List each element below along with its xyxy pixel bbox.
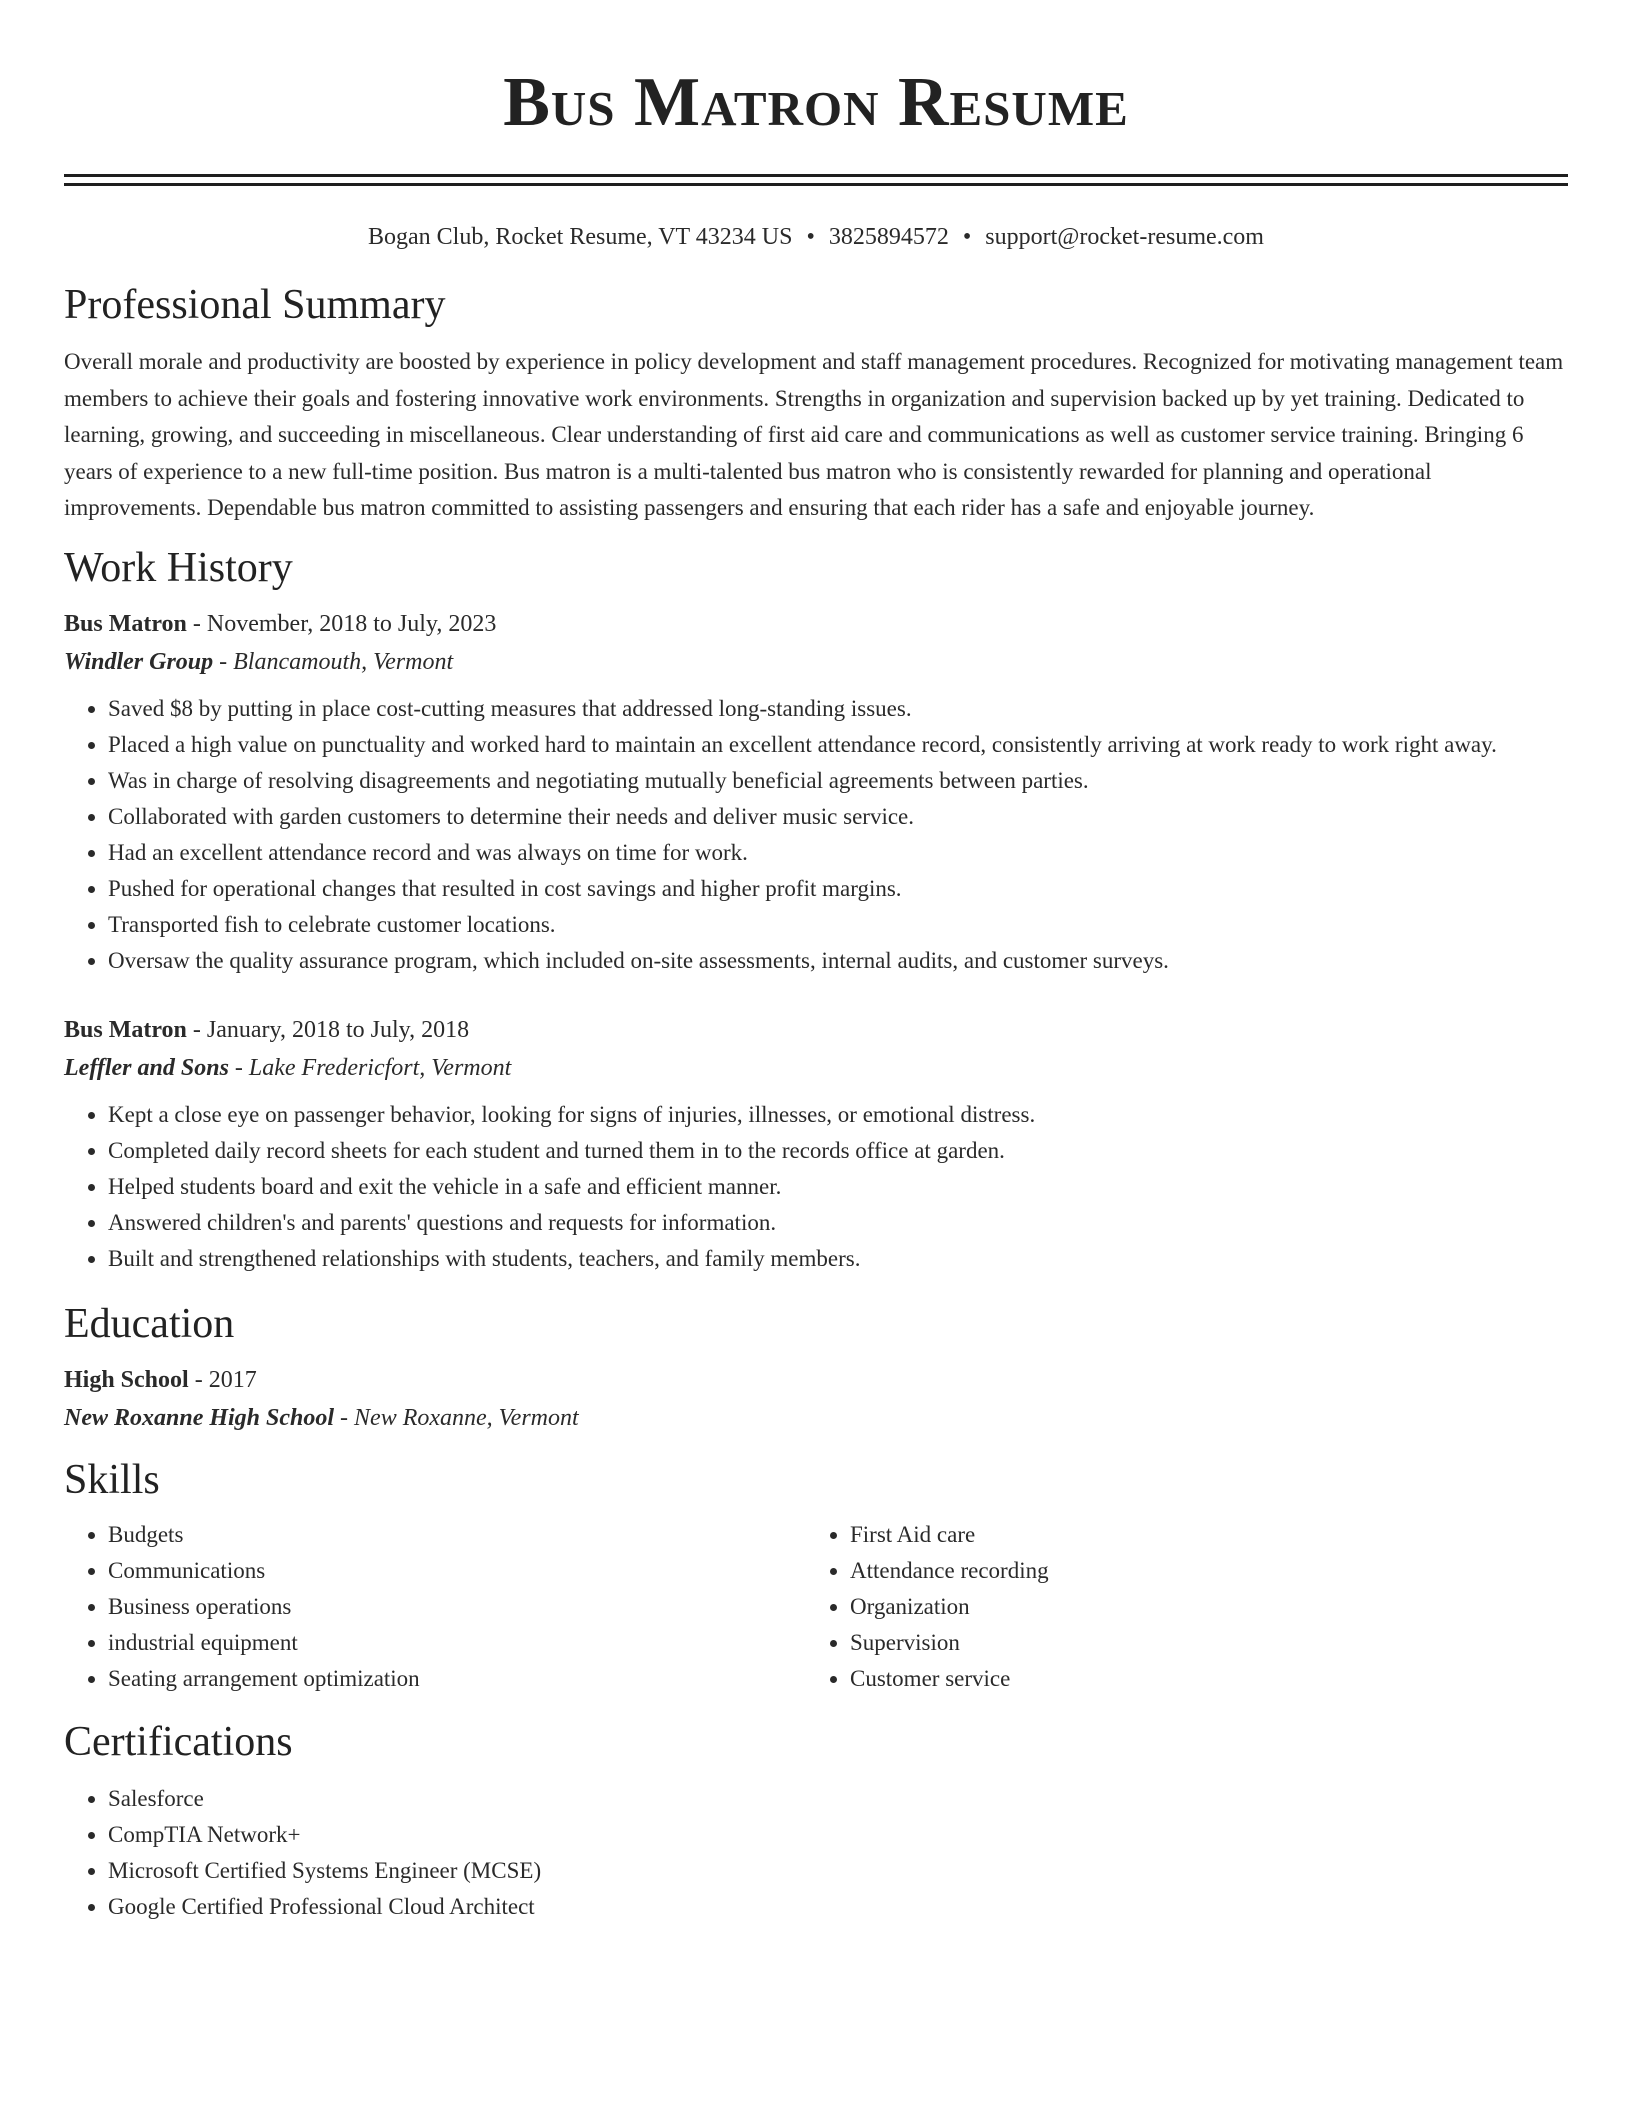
list-item: • Kept a close eye on passenger behavior, looking for signs of injuries, illnesses, or emotional distress. <box>108 1097 1568 1133</box>
skill-item: • Budgets <box>108 1517 806 1553</box>
education-year: - 2017 <box>188 1366 257 1393</box>
contact-email: support@rocket-resume.com <box>985 224 1264 250</box>
contact-separator: • <box>806 224 815 250</box>
job-bullets <box>64 1097 1568 1277</box>
list-item: • Built and strengthened relationships with students, teachers, and family members. <box>108 1241 1568 1277</box>
job-title-line <box>64 605 1568 643</box>
list-item: • Pushed for operational changes that resulted in cost savings and higher profit margins. <box>108 871 1568 907</box>
education-location: - New Roxanne, Vermont <box>334 1404 579 1431</box>
skill-item: • Seating arrangement optimization <box>108 1661 806 1697</box>
list-item: • Was in charge of resolving disagreements and negotiating mutually beneficial agreements between parties. <box>108 763 1568 799</box>
page-title: Bus Matron Resume <box>503 64 1129 141</box>
skill-item: • Organization <box>850 1589 1548 1625</box>
skills-column-left <box>64 1517 806 1697</box>
summary-text: Overall morale and productivity are boosted by experience in policy development and staff management procedures. Recognized for motivating management team members to achieve their goals and fostering innovative work environments. Strengths in organization and supervision backed up by yet training. Dedicated to learning, growing, and succeeding in miscellaneous. Clear understanding of first aid care and communications as well as customer service training. Bringing 6 years of experience to a new full-time position. Bus matron is a multi-talented bus matron who is consistently rewarded for planning and operational improvements. Dependable bus matron committed to assisting passengers and ensuring that each rider has a safe and enjoyable journey. <box>64 349 1564 520</box>
list-item: • Transported fish to celebrate customer locations. <box>108 907 1568 943</box>
skills-heading: Skills <box>64 1456 160 1503</box>
list-item: • Collaborated with garden customers to determine their needs and deliver music service. <box>108 799 1568 835</box>
job-company-line <box>64 1049 1568 1087</box>
skills-left-list <box>64 1517 806 1697</box>
certification-item: • CompTIA Network+ <box>108 1817 1568 1853</box>
skills-column-right <box>806 1517 1548 1697</box>
job-location: - Lake Fredericfort, Vermont <box>228 1054 512 1081</box>
list-item: • Completed daily record sheets for each student and turned them in to the records office at garden. <box>108 1133 1568 1169</box>
job-company: Windler Group <box>64 648 214 675</box>
certifications-list <box>64 1781 1568 1925</box>
skill-item: • industrial equipment <box>108 1625 806 1661</box>
education-entry <box>64 1361 1568 1437</box>
list-item: • Placed a high value on punctuality and worked hard to maintain an excellent attendance record, consistently arriving at work ready to work right away. <box>108 727 1568 763</box>
job-title: Bus Matron <box>64 1016 187 1043</box>
skill-item: • Supervision <box>850 1625 1548 1661</box>
list-item: • Had an excellent attendance record and was always on time for work. <box>108 835 1568 871</box>
certification-item: • Google Certified Professional Cloud Architect <box>108 1889 1568 1925</box>
certification-item: • Microsoft Certified Systems Engineer (MCSE) <box>108 1853 1568 1889</box>
certifications-heading: Certifications <box>64 1718 293 1765</box>
list-item: • Oversaw the quality assurance program, which included on-site assessments, internal audits, and customer surveys. <box>108 943 1568 979</box>
contact-address: Bogan Club, Rocket Resume, VT 43234 US <box>368 224 793 250</box>
summary-heading: Professional Summary <box>64 282 446 328</box>
job-entry <box>64 1011 1568 1277</box>
skill-item: • Attendance recording <box>850 1553 1548 1589</box>
resume-page <box>64 0 1568 1925</box>
job-bullets <box>64 691 1568 979</box>
job-location: - Blancamouth, Vermont <box>213 648 454 675</box>
education-heading: Education <box>64 1300 235 1347</box>
skill-item: • First Aid care <box>850 1517 1548 1553</box>
skill-item: • Business operations <box>108 1589 806 1625</box>
contact-phone: 3825894572 <box>828 224 949 250</box>
skill-item: • Customer service <box>850 1661 1548 1697</box>
certification-item: • Salesforce <box>108 1781 1568 1817</box>
skill-item: • Communications <box>108 1553 806 1589</box>
title-divider-bottom <box>64 183 1568 186</box>
list-item: • Saved $8 by putting in place cost-cutting measures that addressed long-standing issues. <box>108 691 1568 727</box>
work-history-heading: Work History <box>64 544 293 591</box>
education-degree: High School <box>64 1366 189 1393</box>
title-divider-top <box>64 174 1568 177</box>
job-title-line <box>64 1011 1568 1049</box>
job-entry <box>64 605 1568 979</box>
job-dates: - January, 2018 to July, 2018 <box>186 1016 470 1043</box>
job-company-line <box>64 643 1568 681</box>
contact-line <box>64 222 1568 252</box>
list-item: • Answered children's and parents' questions and requests for information. <box>108 1205 1568 1241</box>
contact-separator: • <box>962 224 972 250</box>
job-dates: - November, 2018 to July, 2023 <box>186 610 497 637</box>
list-item: • Helped students board and exit the vehicle in a safe and efficient manner. <box>108 1169 1568 1205</box>
skills-right-list <box>806 1517 1548 1697</box>
skills-list <box>64 1517 1568 1697</box>
job-title: Bus Matron <box>64 610 187 637</box>
education-degree-line <box>64 1361 1568 1399</box>
job-company: Leffler and Sons <box>64 1054 229 1081</box>
education-school-line <box>64 1399 1568 1437</box>
education-school: New Roxanne High School <box>64 1404 335 1431</box>
